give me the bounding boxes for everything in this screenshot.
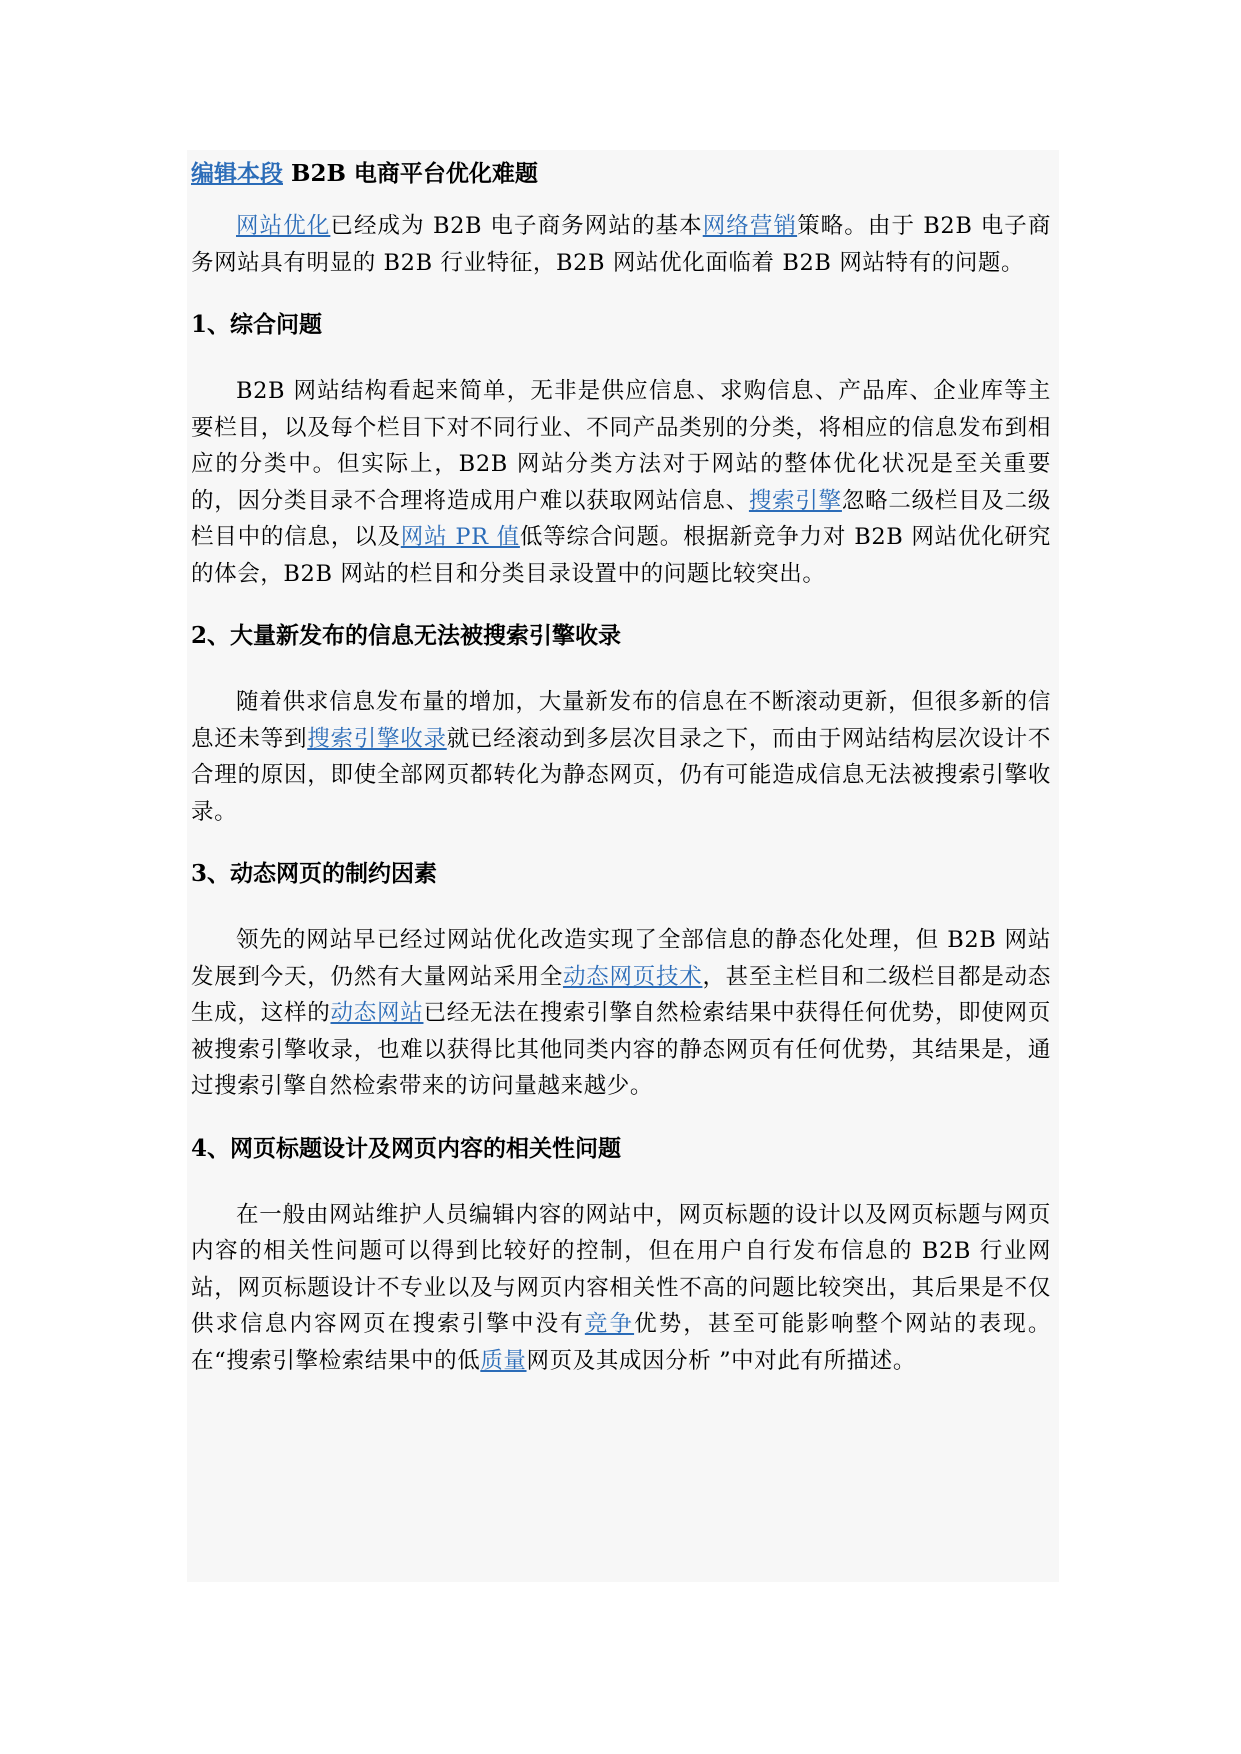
link-website-pr[interactable]: 网站 PR 值 <box>400 524 520 550</box>
link-competition[interactable]: 竞争 <box>584 1311 635 1337</box>
s2-text-1: 随着供求信息发布量的增加，大量新发布的信息在不断滚动更新，但很多新的信息还未等到 <box>191 689 1051 752</box>
section-heading-2: 2、大量新发布的信息无法被搜索引擎收录 <box>191 622 622 649</box>
section-3-paragraph <box>191 922 1051 1105</box>
edit-section-link[interactable]: 编辑本段 <box>191 160 283 187</box>
s2-text-2: 就已经滚动到多层次目录之下，而由于网站结构层次设计不合理的原因，即使全部网页都转化为静态网页，仍有可能造成信息无法被搜索引擎收录。 <box>191 725 1051 825</box>
page-title <box>191 150 1051 208</box>
s1-text-2: 忽略二级栏目及二级栏目中的信息，以及 <box>191 487 1051 550</box>
intro-paragraph <box>191 208 1051 281</box>
link-network-marketing[interactable]: 网络营销 <box>702 213 798 239</box>
link-quality[interactable]: 质量 <box>480 1347 527 1374</box>
intro-text-2: 策略。由于 B2B 电子商务网站具有明显的 B2B 行业特征，B2B 网站优化面临着 B2B 网站特有的问题。 <box>191 213 1051 276</box>
section-2-paragraph <box>191 684 1051 830</box>
link-search-engine-indexing[interactable]: 搜索引擎收录 <box>307 725 447 752</box>
section-1-paragraph <box>191 373 1051 592</box>
section-heading-3: 3、动态网页的制约因素 <box>191 860 438 887</box>
article-body <box>187 150 1059 1582</box>
link-dynamic-website[interactable]: 动态网站 <box>330 1000 424 1026</box>
section-heading-1: 1、综合问题 <box>191 311 323 338</box>
s1-text-3: 低等综合问题。根据新竞争力对 B2B 网站优化研究的体会，B2B 网站的栏目和分类目录设置中的问题比较突出。 <box>191 524 1051 587</box>
s1-text-1: B2B 网站结构看起来简单，无非是供应信息、求购信息、产品库、企业库等主要栏目，以及每个栏目下对不同行业、不同产品类别的分类，将相应的信息发布到相应的分类中。但实际上，B2B 网站分类方法对于网站的整体优化状况是至关重要的，因分类目录不合理将造成用户难以获取网站信息、 <box>191 378 1051 514</box>
s4-text-3: 网页及其成因分析 ”中对此有所描述。 <box>526 1347 916 1374</box>
link-search-engine[interactable]: 搜索引擎 <box>748 487 842 514</box>
s3-text-3: 已经无法在搜索引擎自然检索结果中获得任何优势，即使网页被搜索引擎收录，也难以获得比其他同类内容的静态网页有任何优势，其结果是，通过搜索引擎自然检索带来的访问量越来越少。 <box>191 1000 1051 1099</box>
title-text: B2B 电商平台优化难题 <box>283 160 538 187</box>
section-heading-4: 4、网页标题设计及网页内容的相关性问题 <box>191 1134 622 1162</box>
link-website-optimization[interactable]: 网站优化 <box>236 213 331 239</box>
intro-text-1: 已经成为 B2B 电子商务网站的基本 <box>330 213 703 239</box>
link-dynamic-web-tech[interactable]: 动态网页技术 <box>562 963 703 990</box>
s3-text-2: ，甚至主栏目和二级栏目都是动态生成，这样的 <box>191 963 1051 1026</box>
s4-text-1: 在一般由网站维护人员编辑内容的网站中，网页标题的设计以及网页标题与网页内容的相关性问题可以得到比较好的控制，但在用户自行发布信息的 B2B 行业网站，网页标题设计不专业以及与网页内容相关性不高的问题比较突出，其后果是不仅供求信息内容网页在搜索引擎中没有 <box>191 1201 1051 1337</box>
s3-text-1: 领先的网站早已经过网站优化改造实现了全部信息的静态化处理，但 B2B 网站发展到今天，仍然有大量网站采用全 <box>191 927 1051 990</box>
section-4-paragraph <box>191 1197 1051 1380</box>
s4-text-2: 优势，甚至可能影响整个网站的表现。在“搜索引擎检索结果中的低 <box>191 1311 1052 1374</box>
